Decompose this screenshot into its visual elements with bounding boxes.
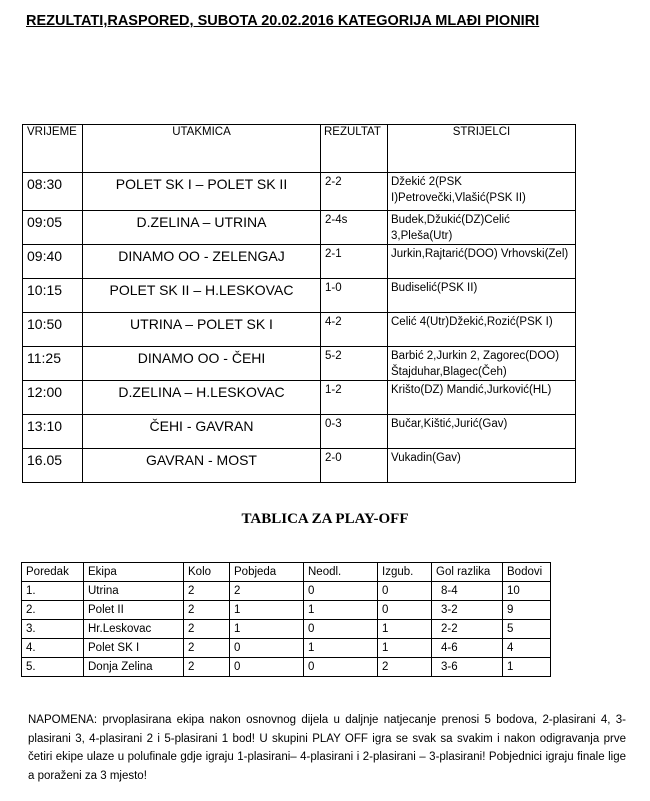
match-scorers: Celić 4(Utr)Džekić,Rozić(PSK I): [388, 313, 576, 347]
points: 9: [503, 601, 551, 620]
match-scorers: Jurkin,Rajtarić(DOO) Vrhovski(Zel): [388, 245, 576, 279]
goal-difference: 3-2: [432, 601, 503, 620]
match-time: 09:40: [23, 245, 83, 279]
match-teams: GAVRAN - MOST: [83, 449, 321, 483]
page-title: REZULTATI,RASPORED, SUBOTA 20.02.2016 KATEGORIJA MLAĐI PIONIRI: [26, 13, 540, 29]
schedule-row: [23, 279, 576, 313]
losses: 2: [378, 658, 432, 677]
rank: 4.: [22, 639, 84, 658]
match-scorers: Budiselić(PSK II): [388, 279, 576, 313]
match-time: 08:30: [23, 173, 83, 211]
match-time: 16.05: [23, 449, 83, 483]
header-utakmica: UTAKMICA: [83, 125, 321, 173]
match-teams: ČEHI - GAVRAN: [83, 415, 321, 449]
draws: 0: [304, 658, 378, 677]
match-teams: DINAMO OO - ZELENGAJ: [83, 245, 321, 279]
match-result: 0-3: [321, 415, 388, 449]
match-scorers: Vukadin(Gav): [388, 449, 576, 483]
rank: 5.: [22, 658, 84, 677]
played: 2: [184, 639, 230, 658]
match-result: 1-0: [321, 279, 388, 313]
wins: 1: [230, 620, 304, 639]
match-teams: UTRINA – POLET SK I: [83, 313, 321, 347]
playoff-title: TABLICA ZA PLAY-OFF: [241, 511, 409, 527]
rank: 3.: [22, 620, 84, 639]
match-time: 12:00: [23, 381, 83, 415]
match-time: 09:05: [23, 211, 83, 245]
losses: 1: [378, 639, 432, 658]
goal-difference: 4-6: [432, 639, 503, 658]
losses: 0: [378, 582, 432, 601]
header-neodl: Neodl.: [304, 563, 378, 582]
playoff-row: [22, 639, 551, 658]
playoff-table: [21, 562, 551, 677]
match-scorers: Barbić 2,Jurkin 2, Zagorec(DOO) Štajduhar,Blagec(Čeh): [388, 347, 576, 381]
points: 1: [503, 658, 551, 677]
schedule-row: [23, 449, 576, 483]
wins: 0: [230, 658, 304, 677]
points: 4: [503, 639, 551, 658]
match-teams: POLET SK I – POLET SK II: [83, 173, 321, 211]
header-rezultat: REZULTAT: [321, 125, 388, 173]
match-result: 2-4s: [321, 211, 388, 245]
rank: 2.: [22, 601, 84, 620]
wins: 2: [230, 582, 304, 601]
team: Utrina: [84, 582, 184, 601]
played: 2: [184, 601, 230, 620]
playoff-row: [22, 601, 551, 620]
team: Polet SK I: [84, 639, 184, 658]
header-kolo: Kolo: [184, 563, 230, 582]
goal-difference: 3-6: [432, 658, 503, 677]
match-teams: D.ZELINA – UTRINA: [83, 211, 321, 245]
match-scorers: Džekić 2(PSK I)Petrovečki,Vlašić(PSK II): [388, 173, 576, 211]
match-result: 2-2: [321, 173, 388, 211]
draws: 1: [304, 639, 378, 658]
playoff-row: [22, 620, 551, 639]
wins: 0: [230, 639, 304, 658]
goal-difference: 8-4: [432, 582, 503, 601]
header-vrijeme: VRIJEME: [23, 125, 83, 173]
playoff-row: [22, 658, 551, 677]
schedule-row: [23, 381, 576, 415]
schedule-table: [22, 124, 576, 483]
match-result: 4-2: [321, 313, 388, 347]
rank: 1.: [22, 582, 84, 601]
played: 2: [184, 582, 230, 601]
losses: 0: [378, 601, 432, 620]
draws: 0: [304, 620, 378, 639]
playoff-note: NAPOMENA: prvoplasirana ekipa nakon osnovnog dijela u daljnje natjecanje prenosi 5 bodova, 2-plasirani 4, 3-plasirani 3, 4-plasirani 2 i 5-plasirani 1 bod! U skupini PLAY OFF igra se svak sa svakim i nakon odigravanja prve četiri ekipe ulaze u polufinale gdje igraju 1-plasirani– 4-plasirani i 2-plasirani – 3-plasirani! Pobjednici igraju finale lige a poraženi za 3 mjesto!: [28, 714, 626, 782]
header-pobjeda: Pobjeda: [230, 563, 304, 582]
playoff-row: [22, 582, 551, 601]
match-time: 10:15: [23, 279, 83, 313]
schedule-row: [23, 245, 576, 279]
match-scorers: Budek,Džukić(DZ)Celić 3,Pleša(Utr): [388, 211, 576, 245]
draws: 0: [304, 582, 378, 601]
points: 10: [503, 582, 551, 601]
match-result: 1-2: [321, 381, 388, 415]
match-result: 5-2: [321, 347, 388, 381]
match-result: 2-0: [321, 449, 388, 483]
points: 5: [503, 620, 551, 639]
losses: 1: [378, 620, 432, 639]
header-izgub: Izgub.: [378, 563, 432, 582]
header-ekipa: Ekipa: [84, 563, 184, 582]
header-gol-razlika: Gol razlika: [432, 563, 503, 582]
schedule-row: [23, 415, 576, 449]
wins: 1: [230, 601, 304, 620]
team: Hr.Leskovac: [84, 620, 184, 639]
played: 2: [184, 620, 230, 639]
match-time: 13:10: [23, 415, 83, 449]
team: Polet II: [84, 601, 184, 620]
match-result: 2-1: [321, 245, 388, 279]
header-poredak: Poredak: [22, 563, 84, 582]
playoff-header-row: [22, 563, 551, 582]
goal-difference: 2-2: [432, 620, 503, 639]
match-teams: DINAMO OO - ČEHI: [83, 347, 321, 381]
match-scorers: Bučar,Kištić,Jurić(Gav): [388, 415, 576, 449]
match-time: 11:25: [23, 347, 83, 381]
header-bodovi: Bodovi: [503, 563, 551, 582]
team: Donja Zelina: [84, 658, 184, 677]
schedule-row: [23, 211, 576, 245]
schedule-header-row: [23, 125, 576, 173]
draws: 1: [304, 601, 378, 620]
schedule-row: [23, 313, 576, 347]
schedule-row: [23, 347, 576, 381]
match-teams: D.ZELINA – H.LESKOVAC: [83, 381, 321, 415]
header-strijelci: STRIJELCI: [388, 125, 576, 173]
match-teams: POLET SK II – H.LESKOVAC: [83, 279, 321, 313]
played: 2: [184, 658, 230, 677]
match-time: 10:50: [23, 313, 83, 347]
schedule-row: [23, 173, 576, 211]
match-scorers: Krišto(DZ) Mandić,Jurković(HL): [388, 381, 576, 415]
